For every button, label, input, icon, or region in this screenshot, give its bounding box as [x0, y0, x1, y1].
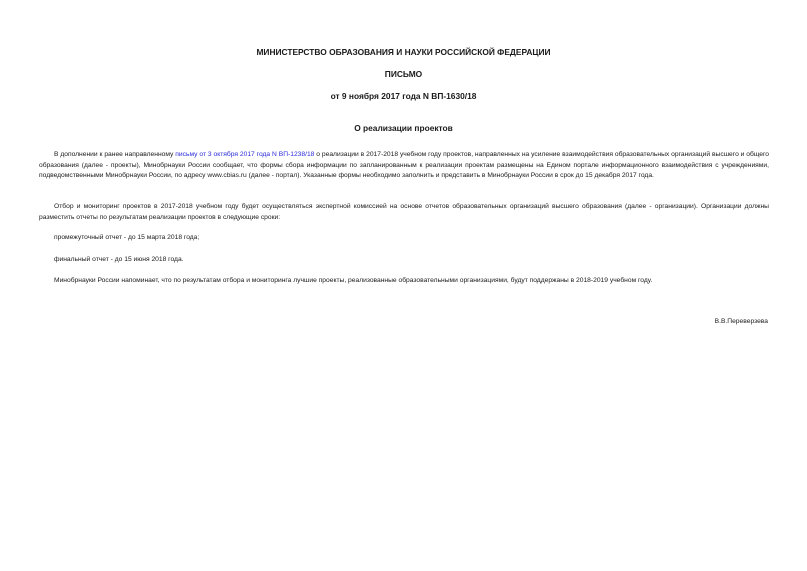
document-subject: О реализации проектов — [354, 123, 453, 133]
paragraph-intro-end: о реализации в 2017-2018 учебном году проектов, направленных на усиление взаимодействия образовательных организаций высшего и общего образования (далее - проекты), Минобрнауки России сообщает, что формы сбора информации по запланированным к реализации проектам размещены на Едином портале информационного взаимодействия с учреждениями, подведомственными Минобрнауки России, по адресу www.cbias.ru (далее - портал). Указанные формы необходимо заполнить и представить в Минобрнауки России в срок до 15 декабря 2017 года. — [39, 151, 770, 180]
paragraph-intro-start: В дополнении к ранее направленному — [54, 151, 176, 158]
paragraph-reminder: Минобрнауки России напоминает, что по результатам отбора и мониторинга лучшие проекты, реализованные образовательными организациями, будут поддержаны в 2018-2019 учебном году. — [54, 277, 653, 284]
signature-name: В.В.Переверзева — [714, 318, 768, 325]
referenced-letter-link[interactable]: письму от 3 октября 2017 года N ВП-1238/18 — [175, 151, 315, 158]
ministry-heading: МИНИСТЕРСТВО ОБРАЗОВАНИЯ И НАУКИ РОССИЙСКОЙ ФЕДЕРАЦИИ — [256, 47, 551, 57]
document-date-number: от 9 ноября 2017 года N ВП-1630/18 — [330, 91, 477, 101]
paragraph-final-report: финальный отчет - до 15 июня 2018 года. — [54, 256, 184, 263]
paragraph-intro — [39, 150, 769, 182]
paragraph-monitoring: Отбор и мониторинг проектов в 2017-2018 учебном году будет осуществляться экспертной комиссией на основе отчетов образовательных организаций высшего образования (далее - организации). Организации должны разместить отчеты по результатам реализации проектов в следующие сроки: — [39, 203, 769, 221]
paragraph-interim-report: промежуточный отчет - до 15 марта 2018 года; — [54, 234, 200, 241]
document-type: ПИСЬМО — [384, 69, 423, 79]
